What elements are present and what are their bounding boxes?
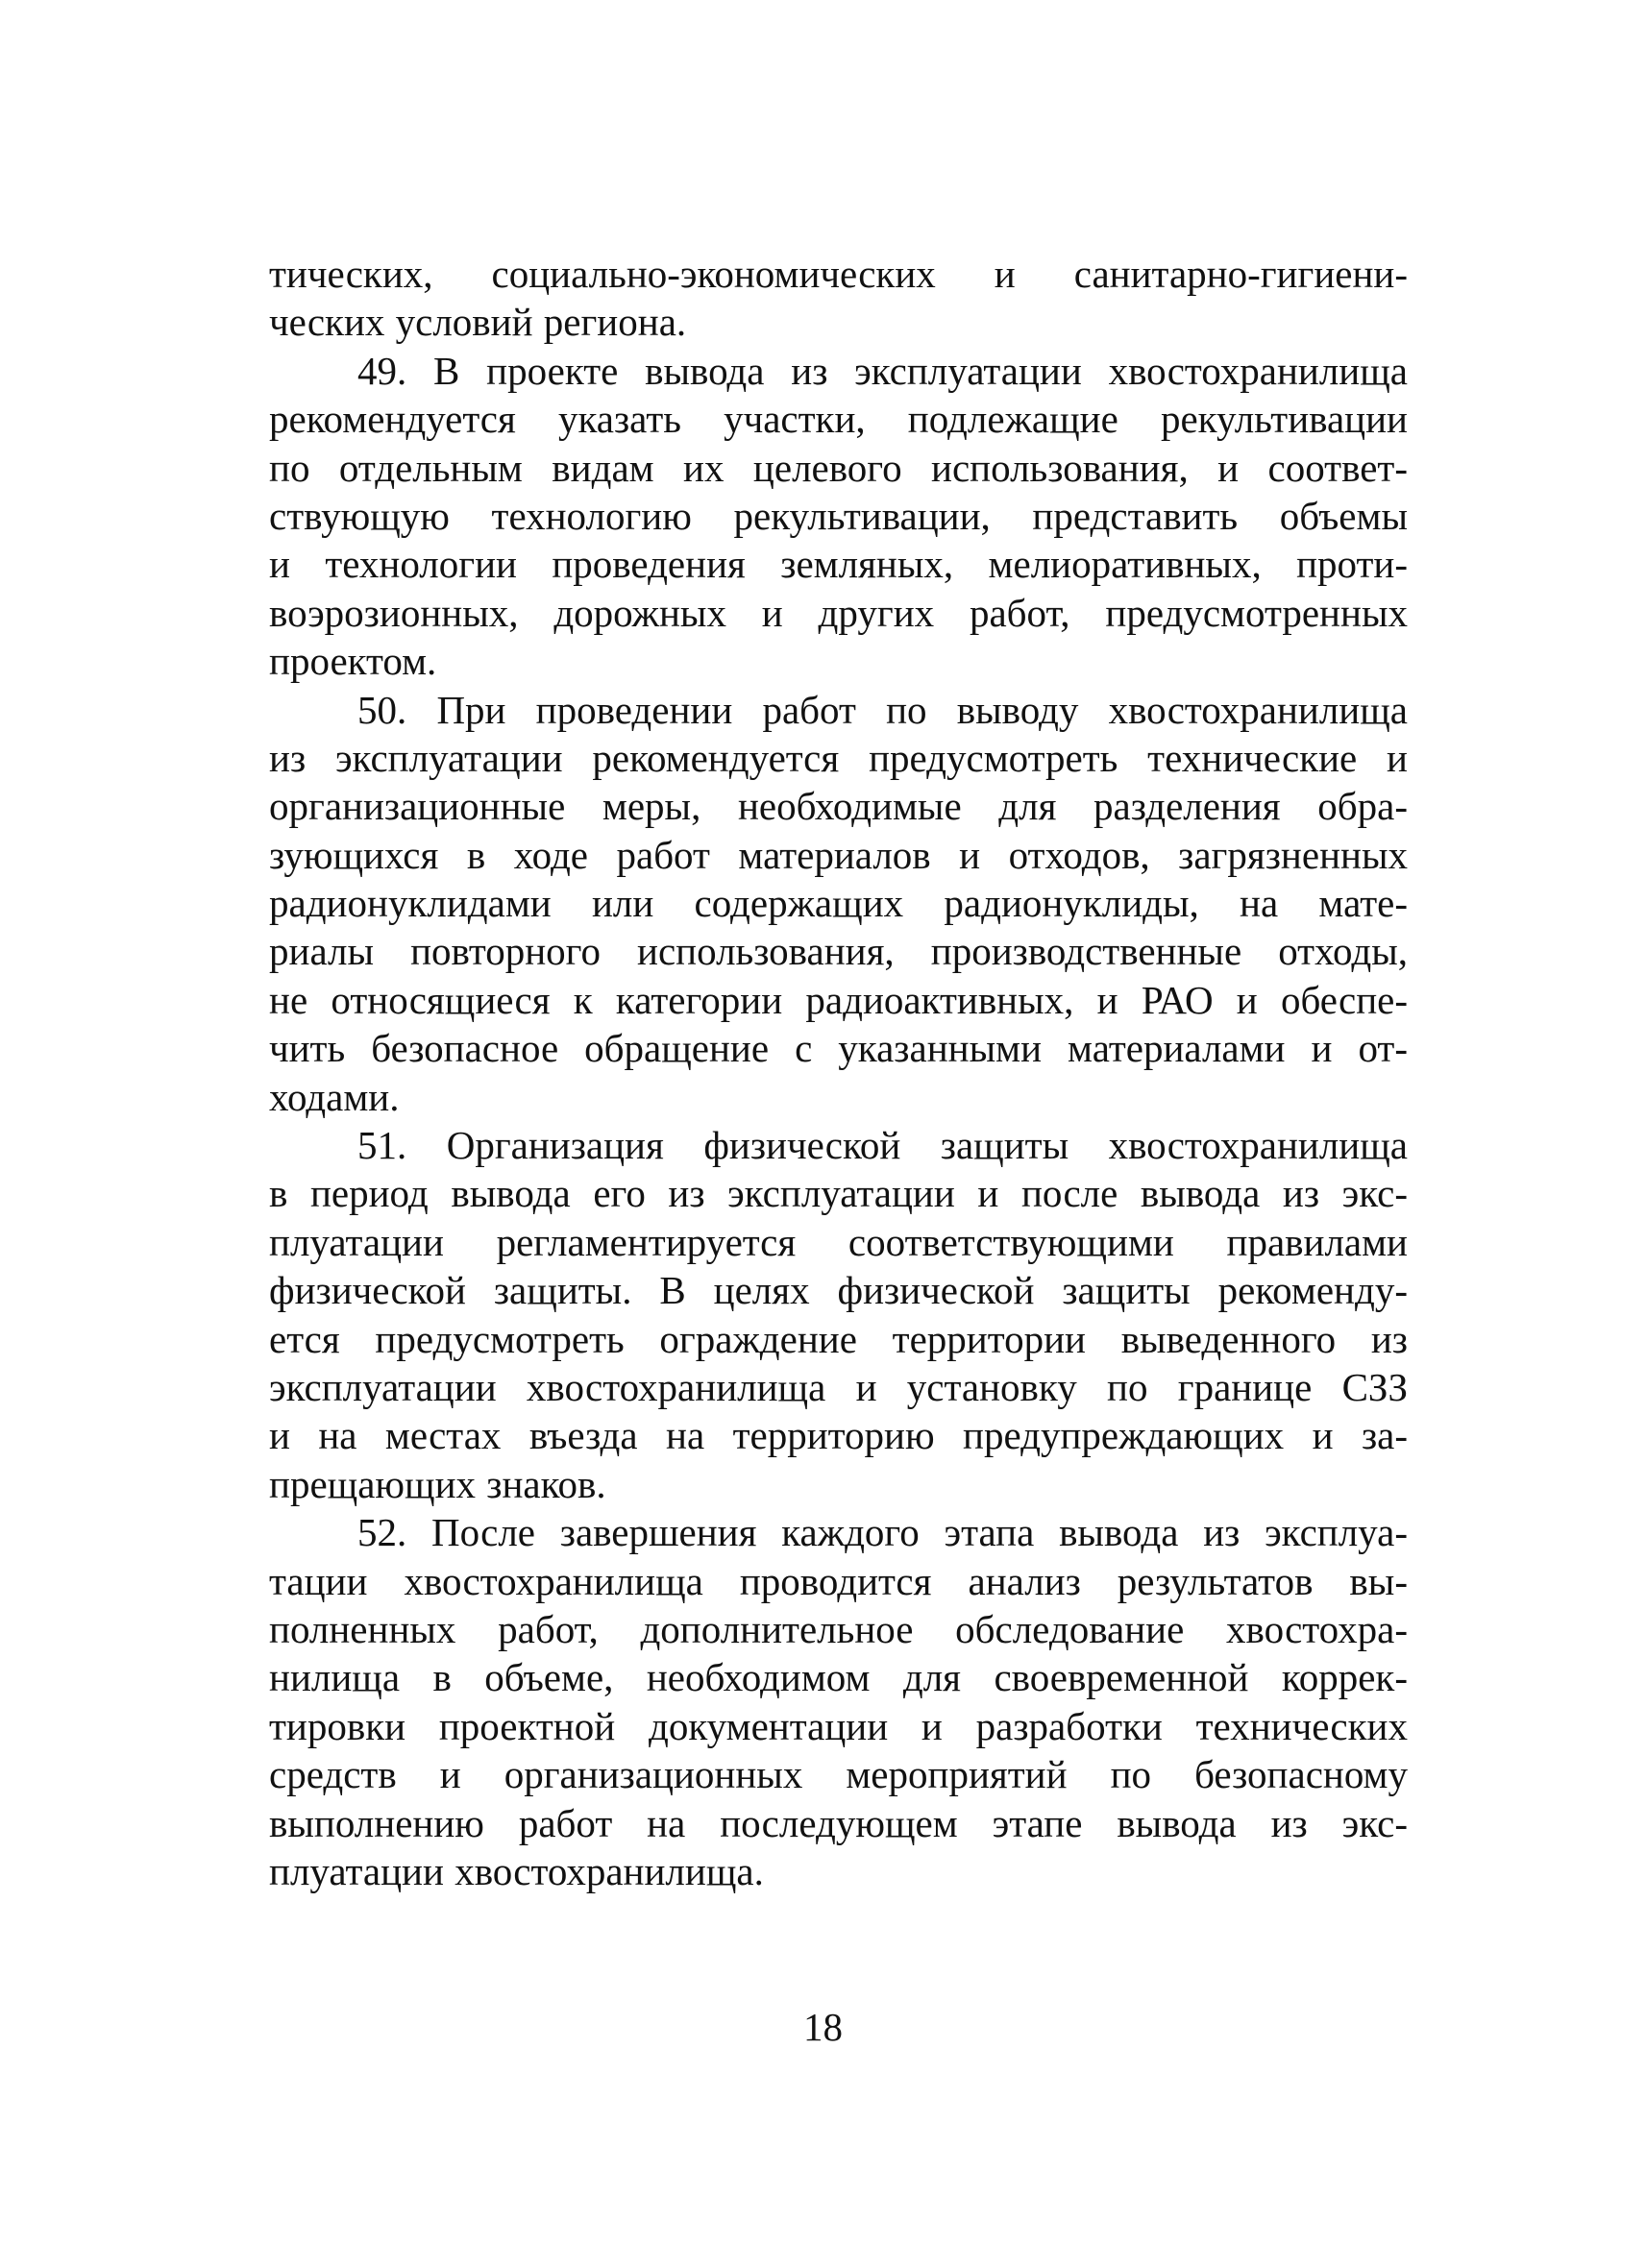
text-line: и технологии проведения земляных, мелиоративных, проти- [269, 542, 1408, 587]
page-number: 18 [803, 2005, 843, 2049]
text-line: зующихся в ходе работ материалов и отходов, загрязненных [269, 832, 1408, 877]
text-line: из эксплуатации рекомендуется предусмотреть технические и [269, 735, 1408, 780]
text-line: прещающих знаков. [269, 1461, 606, 1506]
text-line: тировки проектной документации и разработки технических [269, 1703, 1408, 1748]
text-line: тических, социально-экономических и санитарно-гигиени- [269, 252, 1408, 296]
body-text [269, 250, 1408, 1895]
text-line: не относящиеся к категории радиоактивных, и РАО и обеспе- [269, 977, 1408, 1022]
text-line: радионуклидами или содержащих радионуклиды, на мате- [269, 881, 1408, 926]
text-line: рекомендуется указать участки, подлежащие рекультивации [269, 397, 1408, 442]
text-line: плуатации регламентируется соответствующими правилами [269, 1219, 1408, 1264]
text-line: эксплуатации хвостохранилища и установку по границе СЗЗ [269, 1364, 1408, 1409]
text-line: средств и организационных мероприятий по безопасному [269, 1752, 1408, 1797]
text-line: ется предусмотреть ограждение территории выведенного из [269, 1316, 1408, 1361]
text-line: воэрозионных, дорожных и других работ, предусмотренных [269, 590, 1408, 635]
text-line: и на местах въезда на территорию предупреждающих и за- [269, 1413, 1408, 1458]
text-line: чить безопасное обращение с указанными материалами и от- [269, 1026, 1408, 1071]
text-line: ческих условий региона. [269, 300, 687, 345]
text-line: ходами. [269, 1074, 400, 1119]
text-line: проектом. [269, 639, 437, 684]
text-line: нилища в объеме, необходимом для своевременной коррек- [269, 1655, 1408, 1700]
text-line: выполнению работ на последующем этапе вывода из экс- [269, 1800, 1408, 1845]
text-line: тации хвостохранилища проводится анализ результатов вы- [269, 1558, 1408, 1603]
text-line: риалы повторного использования, производственные отходы, [269, 929, 1408, 974]
text-line: по отдельным видам их целевого использования, и соответ- [269, 445, 1408, 490]
paragraph-50-start: 50. При проведении работ по выводу хвостохранилища [357, 687, 1408, 732]
paragraph-51-start: 51. Организация физической защиты хвостохранилища [357, 1123, 1408, 1168]
text-line: организационные меры, необходимые для разделения обра- [269, 784, 1408, 829]
paragraph-52-start: 52. После завершения каждого этапа вывода из эксплуа- [357, 1510, 1408, 1555]
paragraph-49-start: 49. В проекте вывода из эксплуатации хвостохранилища [357, 348, 1408, 393]
text-line: физической защиты. В целях физической защиты рекоменду- [269, 1268, 1408, 1313]
text-line: плуатации хвостохранилища. [269, 1848, 764, 1893]
text-line: ствующую технологию рекультивации, представить объемы [269, 493, 1408, 538]
text-line: полненных работ, дополнительное обследование хвостохра- [269, 1606, 1408, 1651]
text-line: в период вывода его из эксплуатации и после вывода из экс- [269, 1171, 1408, 1216]
